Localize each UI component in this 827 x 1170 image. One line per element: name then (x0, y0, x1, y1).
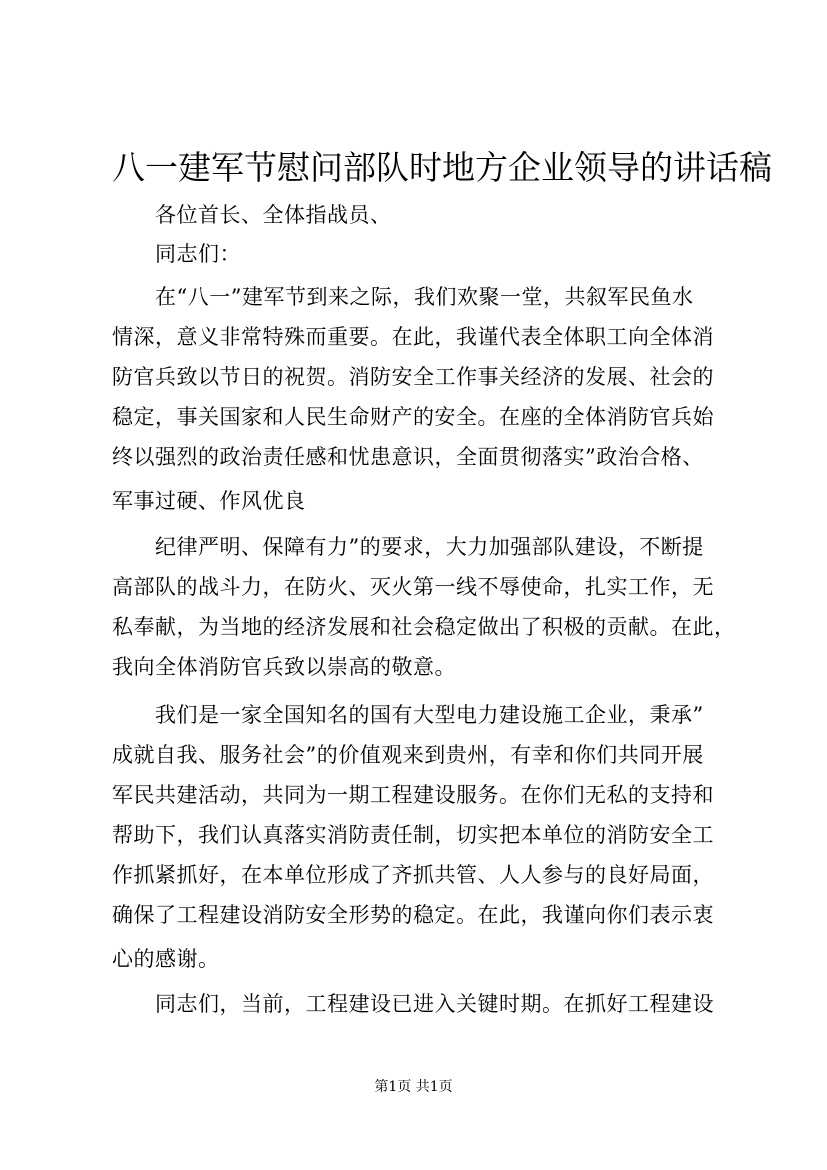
text-line: 终以强烈的政治责任感和忧患意识，全面贯彻落实”政治合格、 (112, 445, 704, 469)
text-line: 心的感谢。 (112, 947, 220, 971)
text-line: 同志们： (112, 242, 241, 266)
text-line: 高部队的战斗力，在防火、灭火第一线不辱使命，扎实工作，无 (112, 575, 714, 599)
text-line: 我向全体消防官兵致以崇高的敬意。 (112, 655, 456, 679)
text-line: 稳定，事关国家和人民生命财产的安全。在座的全体消防官兵始 (112, 405, 714, 429)
document-title: 八一建军节慰问部队时地方企业领导的讲话稿 (112, 148, 772, 187)
text-line: 成就自我、服务社会”的价值观来到贵州，有幸和你们共同开展 (112, 743, 704, 767)
text-line: 我们是一家全国知名的国有大型电力建设施工企业，秉承” (112, 703, 704, 727)
text-line: 情深，意义非常特殊而重要。在此，我谨代表全体职工向全体消 (112, 325, 714, 349)
text-line: 帮助下，我们认真落实消防责任制，切实把本单位的消防安全工 (112, 823, 714, 847)
text-line: 私奉献，为当地的经济发展和社会稳定做出了积极的贡献。在此， (112, 615, 736, 639)
text-line: 同志们，当前，工程建设已进入关键时期。在抓好工程建设 (112, 992, 714, 1016)
text-line: 确保了工程建设消防安全形势的稳定。在此，我谨向你们表示衷 (112, 903, 714, 927)
text-line: 在“八一”建军节到来之际，我们欢聚一堂，共叙军民鱼水 (112, 285, 694, 309)
page-footer: 第1页 共1页 (374, 1079, 453, 1095)
text-line: 作抓紧抓好，在本单位形成了齐抓共管、人人参与的良好局面， (112, 863, 714, 887)
text-line: 军民共建活动，共同为一期工程建设服务。在你们无私的支持和 (112, 783, 714, 807)
text-line: 各位首长、全体指战员、 (112, 203, 392, 227)
text-line: 纪律严明、保障有力”的要求，大力加强部队建设，不断提 (112, 535, 704, 559)
text-line: 防官兵致以节日的祝贺。消防安全工作事关经济的发展、社会的 (112, 365, 714, 389)
text-line: 军事过硬、作风优良 (112, 489, 306, 513)
